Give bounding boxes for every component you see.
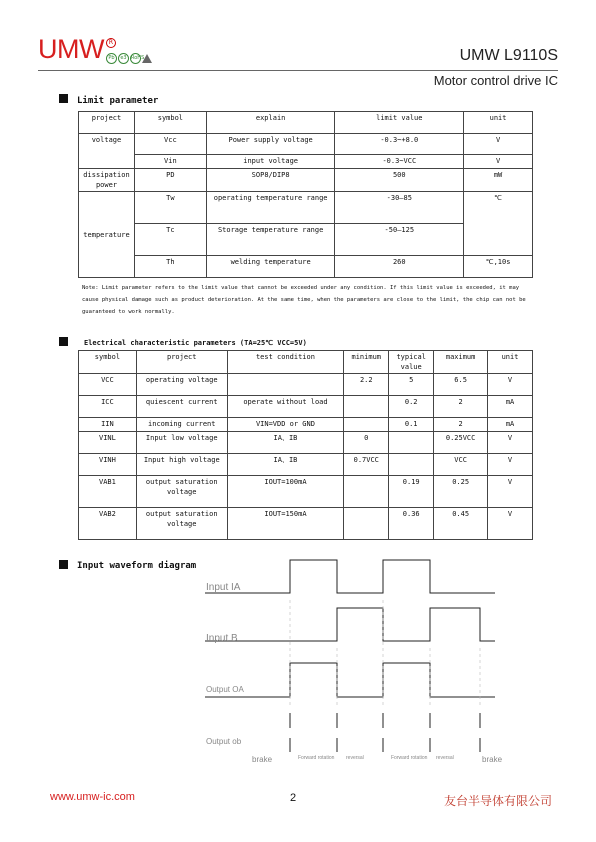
table-cell: Input low voltage	[136, 432, 227, 454]
table-cell: -0.3~VCC	[335, 155, 464, 169]
elec-section-title: Electrical characteristic parameters (TA=25℃ VCC=5V)	[84, 339, 307, 347]
footer-url[interactable]: www.umw-ic.com	[50, 791, 135, 803]
rohs-icon: RoHS	[130, 53, 141, 64]
phase-dividers	[290, 600, 480, 705]
table-cell: operating temperature range	[206, 192, 335, 224]
table-cell: VINL	[79, 432, 137, 454]
table-cell: 5	[389, 374, 434, 396]
table-cell: ℃	[464, 192, 533, 256]
column-header: minimum	[344, 351, 389, 374]
column-header: unit	[464, 112, 533, 134]
table-cell: 0.7VCC	[344, 454, 389, 476]
company-name: 友台半导体有限公司	[443, 794, 552, 808]
table-cell: output saturation voltage	[136, 476, 227, 508]
table-cell: 0.19	[389, 476, 434, 508]
column-header: limit value	[335, 112, 464, 134]
table-cell: SOP8/DIP8	[206, 169, 335, 192]
table-cell: 0.45	[434, 508, 488, 540]
label-output-ob: Output ob	[206, 737, 242, 746]
phase-label: brake	[482, 755, 503, 764]
table-cell: VCC	[434, 454, 488, 476]
registered-mark-icon: R	[106, 38, 116, 48]
umw-logo: UMW	[38, 34, 104, 64]
column-header: unit	[488, 351, 533, 374]
phase-label: Forward rotation	[391, 755, 428, 761]
table-cell: incoming current	[136, 418, 227, 432]
table-cell: V	[464, 155, 533, 169]
label-input-b: Input B	[206, 633, 238, 644]
column-header: typical value	[389, 351, 434, 374]
table-cell: mA	[488, 418, 533, 432]
table-cell: Power supply voltage	[206, 134, 335, 155]
table-cell: -30—85	[335, 192, 464, 224]
table-cell: 260	[335, 256, 464, 278]
page-number: 2	[290, 792, 297, 804]
waveform-oa	[205, 663, 495, 697]
table-cell: 0	[344, 432, 389, 454]
waveform-ia	[205, 560, 495, 593]
table-cell: mA	[488, 396, 533, 418]
table-cell: V	[488, 374, 533, 396]
table-cell: Input high voltage	[136, 454, 227, 476]
table-cell: -0.3~+8.0	[335, 134, 464, 155]
table-cell: Vcc	[134, 134, 206, 155]
limit-section-title: Limit parameter	[77, 96, 159, 106]
table-cell: 0.25VCC	[434, 432, 488, 454]
column-header: project	[79, 112, 135, 134]
table-cell: 2	[434, 396, 488, 418]
table-cell: V	[464, 134, 533, 155]
table-cell: mW	[464, 169, 533, 192]
table-cell: VIN=VDD or GND	[227, 418, 344, 432]
table-cell: IOUT=100mA	[227, 476, 344, 508]
table-cell: Th	[134, 256, 206, 278]
table-cell: operate without load	[227, 396, 344, 418]
table-cell: ℃,10s	[464, 256, 533, 278]
phase-label: reversal	[346, 755, 364, 761]
table-cell: 2.2	[344, 374, 389, 396]
table-cell: V	[488, 476, 533, 508]
table-cell: 2	[434, 418, 488, 432]
table-cell: 0.36	[389, 508, 434, 540]
column-header: symbol	[79, 351, 137, 374]
table-cell: ICC	[79, 396, 137, 418]
table-cell: PD	[134, 169, 206, 192]
label-input-ia: Input IA	[206, 582, 241, 593]
table-cell: voltage	[79, 134, 135, 169]
table-cell: 0.25	[434, 476, 488, 508]
waveform-section-title: Input waveform diagram	[77, 561, 197, 571]
pb-free-icon: Pb	[106, 53, 117, 64]
phase-label: reversal	[436, 755, 454, 761]
table-cell: VINH	[79, 454, 137, 476]
table-cell: IA、IB	[227, 454, 344, 476]
label-output-oa: Output OA	[206, 685, 244, 694]
limit-note: Note: Limit parameter refers to the limit value that cannot be exceeded under any condition. If this limit value is exceeded, it may cause physical damage such as product deterioration. At the same time, when the parameters are close to the limit, the chip can not be guaranteed to work normally.	[82, 285, 526, 315]
table-cell: VAB1	[79, 476, 137, 508]
table-cell: welding temperature	[206, 256, 335, 278]
table-cell: Storage temperature range	[206, 224, 335, 256]
table-cell: input voltage	[206, 155, 335, 169]
document-subtitle: Motor control drive IC	[433, 73, 558, 88]
table-cell: 6.5	[434, 374, 488, 396]
column-header: maximum	[434, 351, 488, 374]
waveform-ob	[290, 713, 480, 752]
table-cell: temperature	[79, 192, 135, 278]
table-cell: IA、IB	[227, 432, 344, 454]
table-cell: Tw	[134, 192, 206, 224]
table-cell: VCC	[79, 374, 137, 396]
e3-icon: e3	[118, 53, 129, 64]
column-header: explain	[206, 112, 335, 134]
table-cell: VAB2	[79, 508, 137, 540]
column-header: symbol	[134, 112, 206, 134]
waveform-ib	[205, 608, 495, 641]
table-cell: 500	[335, 169, 464, 192]
table-cell: -50—125	[335, 224, 464, 256]
table-cell: V	[488, 508, 533, 540]
table-cell: 0.1	[389, 418, 434, 432]
table-cell: Tc	[134, 224, 206, 256]
table-cell: operating voltage	[136, 374, 227, 396]
column-header: test condition	[227, 351, 344, 374]
phase-label: brake	[252, 755, 273, 764]
part-number: UMW L9110S	[459, 47, 558, 64]
phase-label: Forward rotation	[298, 755, 335, 761]
table-cell: Vin	[134, 155, 206, 169]
table-cell: IOUT=150mA	[227, 508, 344, 540]
table-cell: quiescent current	[136, 396, 227, 418]
table-cell: dissipation power	[79, 169, 135, 192]
table-cell: V	[488, 454, 533, 476]
table-cell: output saturation voltage	[136, 508, 227, 540]
table-cell: V	[488, 432, 533, 454]
table-cell: IIN	[79, 418, 137, 432]
column-header: project	[136, 351, 227, 374]
table-cell: 0.2	[389, 396, 434, 418]
